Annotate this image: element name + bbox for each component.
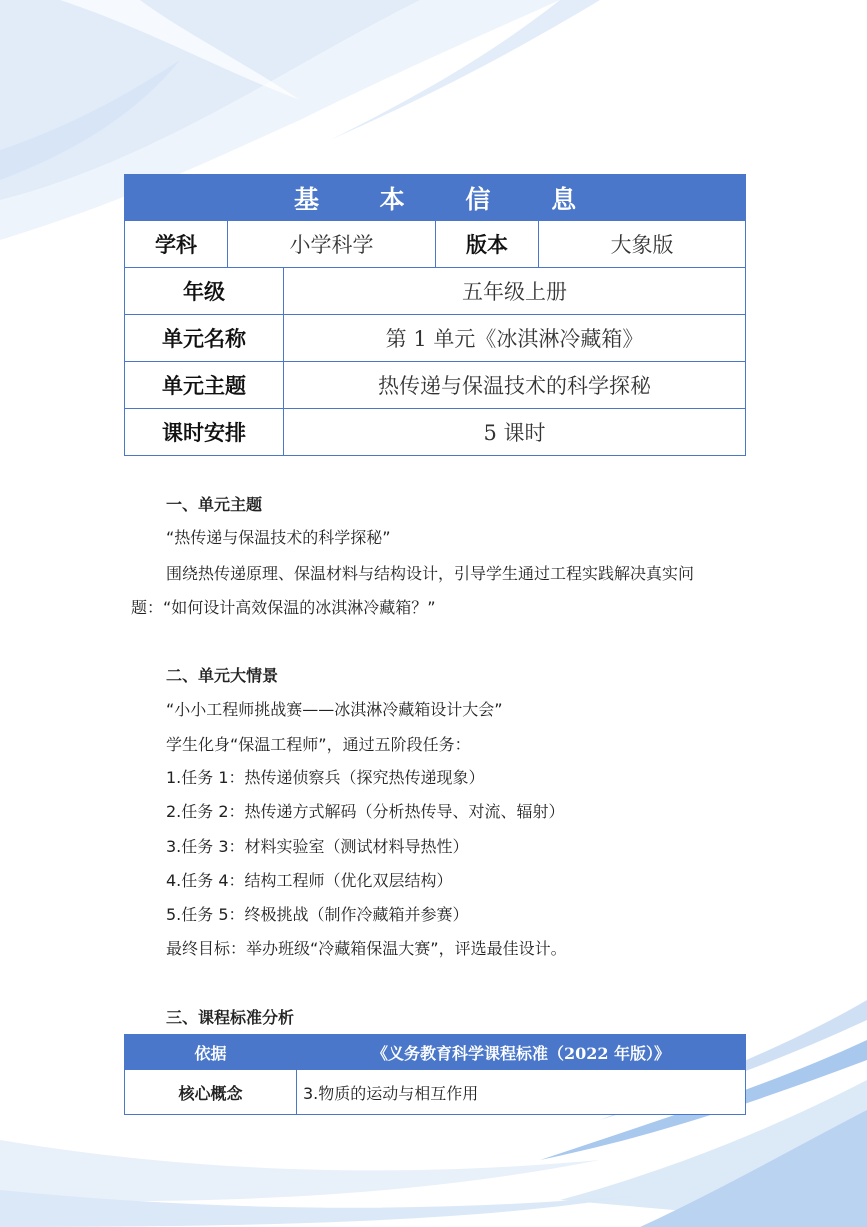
subject-label: 学科 xyxy=(125,221,228,268)
section2-intro: 学生化身“保温工程师”，通过五阶段任务： xyxy=(166,735,471,754)
task-item: 1.任务 1：热传递侦察兵（探究热传递现象） xyxy=(166,768,485,787)
basis-label: 依据 xyxy=(125,1035,297,1070)
section2-quote: “小小工程师挑战赛——冰淇淋冷藏箱设计大会” xyxy=(166,700,503,719)
section2-goal: 最终目标：举办班级“冷藏箱保温大赛”，评选最佳设计。 xyxy=(166,939,567,958)
unit-name-label: 单元名称 xyxy=(125,315,284,362)
unit-name-value: 第 1 单元《冰淇淋冷藏箱》 xyxy=(284,315,746,362)
section1-quote: “热传递与保温技术的科学探秘” xyxy=(166,528,391,547)
core-concept-label: 核心概念 xyxy=(125,1070,297,1115)
grade-label: 年级 xyxy=(125,268,284,315)
section2-heading: 二、单元大情景 xyxy=(166,666,279,685)
unit-theme-value: 热传递与保温技术的科学探秘 xyxy=(284,362,746,409)
basis-value: 《义务教育科学课程标准（2022 年版）》 xyxy=(297,1035,746,1070)
section1-paragraph-line2: 题：“如何设计高效保温的冰淇淋冷藏箱？” xyxy=(131,598,436,617)
core-concept-value: 3.物质的运动与相互作用 xyxy=(297,1070,746,1115)
section1-paragraph-line1: 围绕热传递原理、保温材料与结构设计，引导学生通过工程实践解决真实问 xyxy=(166,564,695,583)
edition-label: 版本 xyxy=(436,221,539,268)
curriculum-standard-table xyxy=(124,1034,746,1115)
task-item: 5.任务 5：终极挑战（制作冷藏箱并参赛） xyxy=(166,905,469,924)
subject-value: 小学科学 xyxy=(228,221,436,268)
hours-label: 课时安排 xyxy=(125,409,284,456)
task-item: 4.任务 4：结构工程师（优化双层结构） xyxy=(166,871,453,890)
edition-value: 大象版 xyxy=(539,221,746,268)
hours-value: 5 课时 xyxy=(284,409,746,456)
task-item: 3.任务 3：材料实验室（测试材料导热性） xyxy=(166,837,469,856)
section1-heading: 一、单元主题 xyxy=(166,495,263,514)
task-item: 2.任务 2：热传递方式解码（分析热传导、对流、辐射） xyxy=(166,802,565,821)
info-table-title: 基 本 信 息 xyxy=(125,175,746,221)
grade-value: 五年级上册 xyxy=(284,268,746,315)
unit-theme-label: 单元主题 xyxy=(125,362,284,409)
section3-heading: 三、课程标准分析 xyxy=(166,1008,295,1027)
basic-info-table xyxy=(124,174,746,456)
